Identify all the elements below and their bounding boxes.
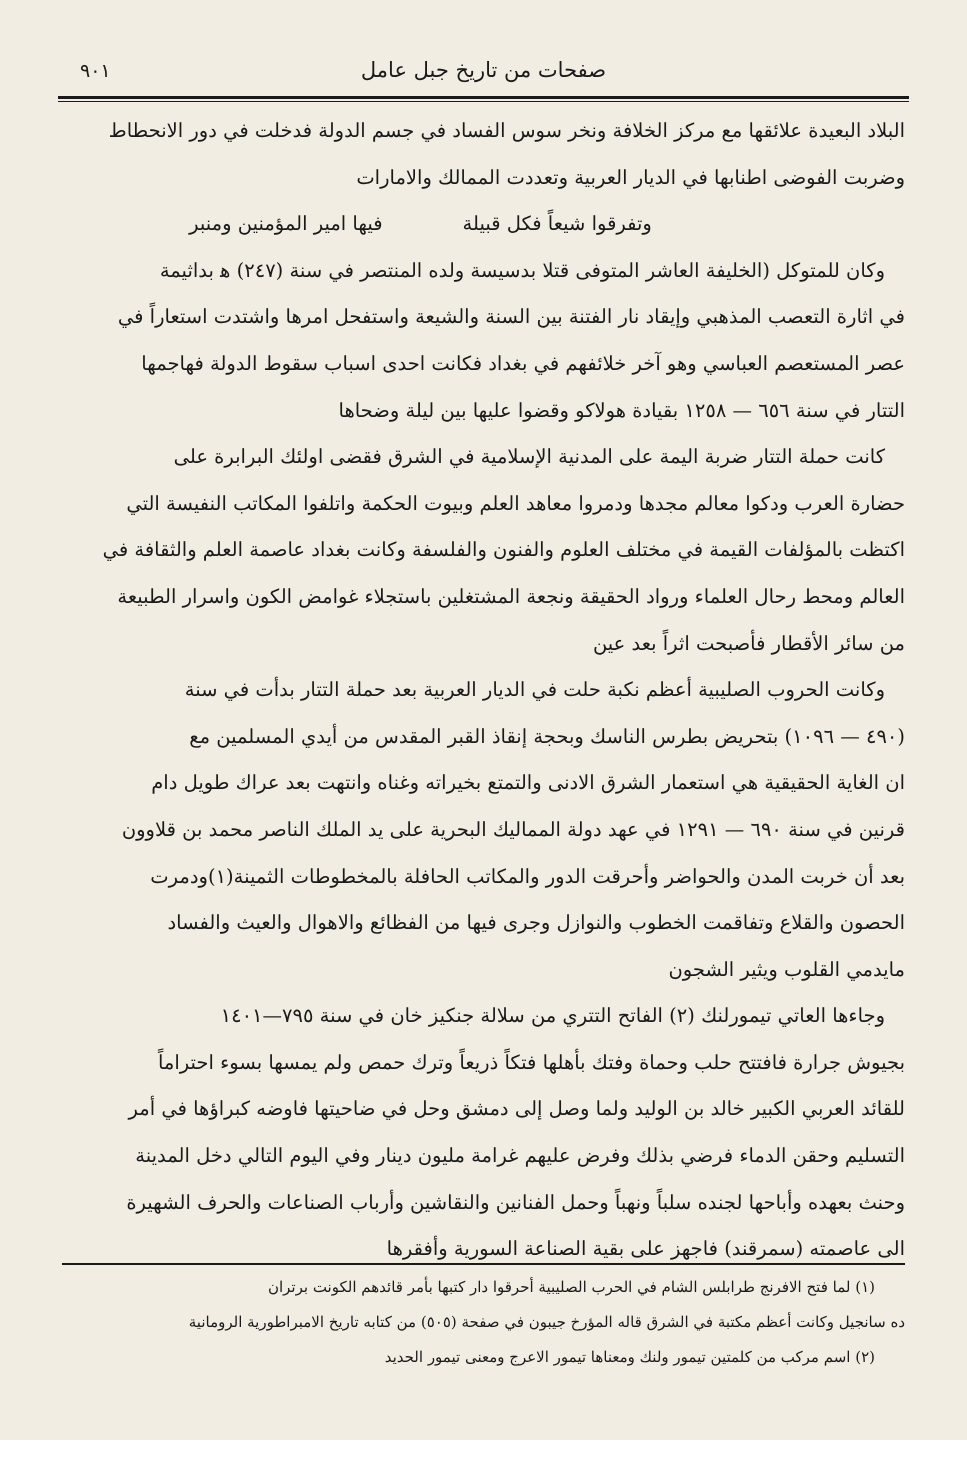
footnote-2: (٢) اسم مركب من كلمتين تيمور ولنك ومعناها تيمور الاعرج ومعنى تيمور الحديد: [384, 1348, 875, 1366]
paragraph-start: وكان للمتوكل (الخليفة العاشر المتوفى قتلا بدسيسة ولده المنتصر في سنة (٢٤٧) ﻫ بداثيمة: [159, 258, 885, 282]
text-line: وضربت الفوضى اطنابها في الديار العربية وتعددت الممالك والامارات: [356, 165, 905, 189]
page-number: ٩٠١: [80, 60, 111, 82]
page-header: [60, 52, 907, 96]
verse-hemistich-second: فيها امير المؤمنين ومنبر: [189, 212, 383, 236]
header-rule-thick: [58, 96, 909, 99]
text-line: اكتظت بالمؤلفات القيمة في مختلف العلوم والفنون والفلسفة وكانت بغداد عاصمة العلم والثقافة في: [102, 538, 905, 562]
verse-hemistich-first: وتفرقوا شيعاً فكل قبيلة: [462, 212, 652, 236]
paragraph-start: وكانت الحروب الصليبية أعظم نكبة حلت في الديار العربية بعد حملة التتار بدأت في سنة: [184, 678, 885, 702]
text-line: للقائد العربي الكبير خالد بن الوليد ولما وصل إلى دمشق وحل في ضاحيتها فاوضه كبراؤها في أمر: [128, 1097, 905, 1121]
text-line: قرنين في سنة ٦٩٠ — ١٢٩١ في عهد دولة المماليك البحرية على يد الملك الناصر محمد بن قلاوون: [121, 817, 905, 841]
text-line: وحنث بعهده وأباحها لجنده سلباً ونهباً وحمل الفنانين والنقاشين وأرباب الصناعات والحرف الشهيرة: [126, 1190, 905, 1214]
text-line: عصر المستعصم العباسي وهو آخر خلائفهم في بغداد فكانت احدى اسباب سقوط الدولة فهاجمها: [141, 351, 905, 375]
text-line: الى عاصمته (سمرقند) فاجهز على بقية الصناعة السورية وأفقرها: [386, 1237, 905, 1261]
body-text: [56, 108, 905, 1273]
footnote-1: (١) لما فتح الافرنج طرابلس الشام في الحرب الصليبية أحرقوا دار كتبها بأمر قائدهم الكونت برتران: [267, 1278, 875, 1296]
text-line: البلاد البعيدة علائقها مع مركز الخلافة ونخر سوس الفساد في جسم الدولة فدخلت في دور الانحطاط: [108, 119, 905, 142]
text-line: في اثارة التعصب المذهبي وإيقاد نار الفتنة بين السنة والشيعة واستفحل امرها واشتدت استعاراً في: [117, 305, 905, 329]
text-line: الحصون والقلاع وتفاقمت الخطوب والنوازل وجرى فيها من الفظائع والاهوال والعيث والفساد: [167, 911, 905, 935]
footnote-1-continued: ده سانجيل وكانت أعظم مكتبة في الشرق قاله المؤرخ جيبون في صفحة (٥٠٥) من كتابه تاريخ الامبراطورية الرومانية: [188, 1313, 905, 1331]
running-title: صفحات من تاريخ جبل عامل: [360, 58, 607, 82]
text-line: (٤٩٠ — ١٠٩٦) بتحريض بطرس الناسك وبحجة إنقاذ القبر المقدس من أيدي المسلمين مع: [189, 724, 905, 748]
poetry-verse: [56, 201, 905, 248]
text-line: بعد أن خربت المدن والحواضر وأحرقت الدور والمكاتب الحافلة بالمخطوطات الثمينة(١)ودمرت: [150, 864, 905, 888]
text-line: ان الغاية الحقيقية هي استعمار الشرق الادنى والتمتع بخيراته وغناه وانتهت بعد عراك طويل دام: [151, 771, 905, 795]
text-line: التتار في سنة ٦٥٦ — ١٢٥٨ بقيادة هولاكو وقضوا عليها بين ليلة وضحاها: [338, 398, 905, 422]
text-line: التسليم وحقن الدماء فرضي بذلك وفرض عليهم غرامة مليون دينار وفي اليوم التالي دخل المدينة: [135, 1144, 905, 1168]
paragraph-start: كانت حملة التتار ضربة اليمة على المدنية الإسلامية في الشرق فقضى اولئك البرابرة على: [173, 445, 885, 469]
paragraph-start: وجاءها العاتي تيمورلنك (٢) الفاتح التتري من سلالة جنكيز خان في سنة ٧٩٥—١٤٠١: [220, 1004, 885, 1028]
footnotes: [56, 1270, 905, 1375]
header-rule-thin: [58, 101, 909, 102]
text-line: من سائر الأقطار فأصبحت اثراً بعد عين: [592, 631, 905, 655]
footnote-rule: [62, 1263, 905, 1265]
text-line: مايدمي القلوب ويثير الشجون: [668, 957, 905, 981]
text-line: حضارة العرب ودكوا معالم مجدها ودمروا معاهد العلم وبيوت الحكمة واتلفوا المكاتب النفيسة التي: [126, 491, 905, 515]
text-line: بجيوش جرارة فافتتح حلب وحماة وفتك بأهلها فتكاً ذريعاً وترك حمص ولم يمسها بسوء احتراماً: [157, 1050, 905, 1074]
text-line: العالم ومحط رحال العلماء ورواد الحقيقة ونجعة المشتغلين باستجلاء غوامض الكون واسرار الطبيعة: [117, 584, 905, 608]
